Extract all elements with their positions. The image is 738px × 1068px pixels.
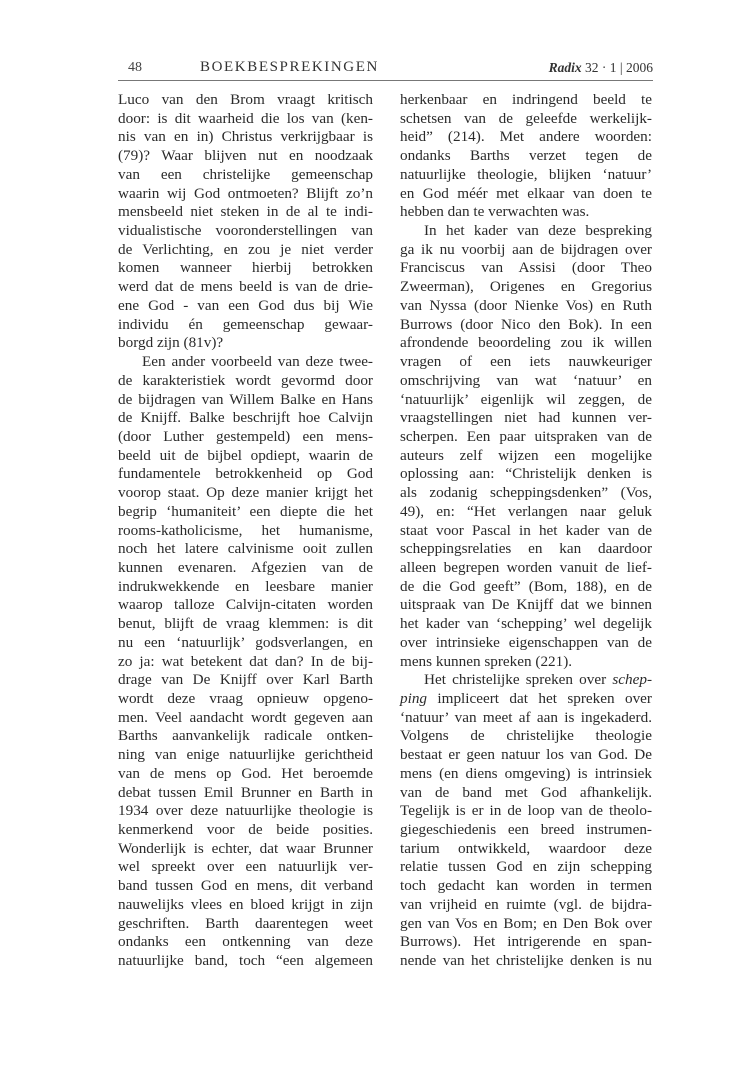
text-line: beeld uit de bijbel opdiept, waarin de [118,446,373,464]
italic-text: ping [400,690,428,707]
text-line: Een ander voorbeeld van deze twee- [142,353,373,371]
text-line: drage van De Knijff over Karl Barth [118,671,373,689]
text-line: ga ik nu voorbij aan de bijdragen over [400,240,652,258]
text-line: Burrows (door Nico den Bok). In een [400,315,652,333]
text-line: de Verlichting, en zou je niet verder [118,240,373,258]
text-line: afrondende beoordeling zou ik willen [400,334,652,352]
text-line: tarium ontwikkeld, waardoor deze [400,839,652,857]
text-line: natuurlijke theologie, blijken ‘natuur’ [400,165,652,183]
text-line: fundamentele betrokkenheid op God [118,465,373,483]
text-line: de die God geeft” (Bom, 188), en de [400,577,652,595]
text-line: van vrijheid en ruimte (vgl. de bijdra- [400,895,652,913]
text-line: gen van Vos en Bom; en Den Bok over [400,914,652,932]
text-line: kunnen evenaren. Afgezien van de [118,558,373,576]
text-line: scherpen. Een paar uitspraken van de [400,427,652,445]
text-line: nende van het christelijke denken is nu [400,952,652,970]
paragraph [118,91,373,353]
text-line: wel spreekt over een natuurlijk ver- [118,858,373,876]
text-line: mens kunnen spreken (221). [400,652,573,670]
text-line: ondanks Barths verzet tegen de [400,147,652,165]
text-line: ‘natuurlijk’ eigenlijk wil zeggen, de [400,390,652,408]
text-line: kenmerkend voor de beide posities. [118,821,373,839]
text-line: waarin wij God ontmoeten? Blijft zo’n [118,184,373,202]
text-line: mens (en diens omgeving) is intrinsiek [400,764,652,782]
text-line: herkenbaar en indringend beeld te [400,91,652,108]
text-line: Luco van den Brom vraagt kritisch [118,91,373,108]
text-line: over intrinsieke eigenschappen van de [400,633,652,651]
text-line: van een christelijke gemeenschap [118,165,373,183]
text-line: werd dat de mens beeld is van de drie- [118,278,373,296]
text-line: waarop talloze Calvijn-citaten worden [118,596,373,614]
text-line: 49), en: “Het verlangen naar geluk [400,502,652,520]
text-line: Burrows). Het intrigerende en span- [400,933,652,951]
text-line: voorop staat. Op deze manier krijgt het [118,484,373,502]
text-line: schetsen van de geleefde werkelijk- [400,109,652,127]
text-line: nis van en in) Christus verkrijgbaar is [118,128,373,146]
text-line: omschrijving van wat ‘natuur’ en [400,371,652,389]
text-line: indrukwekkende en leesbare manier [118,577,373,595]
text-line: scheppingsrelaties en kan daardoor [400,540,652,558]
text-line: mensbeeld niet steken in de al te indi- [118,203,373,221]
text-line: giegeschiedenis een breed instrumen- [400,821,652,839]
text-line: vidualistische vooronderstellingen van [118,222,373,240]
text-line: nu een ‘natuurlijk’ godsverlangen, en [118,633,373,651]
text-line: uitspraak van De Knijff dat we binnen [400,596,652,614]
text-line: Wonderlijk is echter, dat waar Brunner [118,839,373,857]
paragraph [400,671,652,971]
text-line: heid” (214). Met andere woorden: [400,128,652,146]
paragraph [118,353,373,971]
text-line: vraagstellingen niet had kunnen ver- [400,409,652,427]
text-line: ning van enige natuurlijke gerichtheid [118,746,373,764]
journal-name: Radix [548,60,582,75]
text-line: (79)? Waar blijven nut en noodzaak [118,147,373,165]
text-line: wordt deze vraag opnieuw opgeno- [118,690,373,707]
text-line: het kader van ‘schepping’ wel degelijk [400,615,652,633]
italic-text: schep- [612,671,652,689]
journal-reference [549,60,653,76]
text-line: borgd zijn (81v)? [118,334,224,352]
text-line: Tegelijk is er in de loop van de theolo- [400,802,652,820]
text-line: Volgens de christelijke theologie [400,727,652,745]
text-line: komen wanneer hierbij betrokken [118,259,373,277]
text-line: van de band met God afhankelijk. [400,783,652,801]
text-line: als zodanig scheppingsdenken” (Vos, [400,484,652,502]
paragraph [400,222,652,671]
text-line: noch het latere calvinisme ooit zullen [118,540,373,558]
text-line: individu én gemeenschap gewaar- [118,315,373,333]
text-line: de Knijff. Balke beschrijft hoe Calvijn [118,409,373,427]
text-line: band tussen God en mens, dit verband [118,877,373,895]
text-line: de karakteristiek wordt gevormd door [118,371,373,389]
running-header [118,58,653,81]
section-title: BOEKBESPREKINGEN [200,59,379,75]
text-line: staat voor Pascal in het kader van de [400,521,652,539]
text-column-right [400,91,652,971]
text-line: geschriften. Barth daarentegen weet [118,914,373,932]
text-line: vragen of een iets nauwkeuriger [400,353,652,371]
text-line: debat tussen Emil Brunner en Barth in [118,783,373,801]
text-line: In het kader van deze bespreking [424,222,652,240]
text-line: Zweerman), Origenes en Gregorius [400,278,652,296]
text-line [400,671,652,690]
text-line: nauwelijks vlees en bloed krijgt in zijn [118,895,373,913]
text-column-left [118,91,373,971]
text-line: bestaat er geen natuur los van God. De [400,746,652,764]
text-line: en God méér met elkaar van doen te [400,184,652,202]
text-line [400,690,652,709]
text-line: benut, blijft de vraag klemmen: is dit [118,615,373,633]
text-line: Franciscus van Assisi (door Theo [400,259,652,277]
text-line: 1934 over deze natuurlijke theologie is [118,802,373,820]
text-line: auteurs zelf wijzen een mogelijke [400,446,652,464]
text-line: de bijdragen van Willem Balke en Hans [118,390,373,408]
text-line: men. Veel aandacht wordt gegeven aan [118,708,373,726]
page-number: 48 [128,60,142,75]
text-line: natuurlijke band, toch “een algemeen [118,952,373,970]
text-line: zo ja: wat betekent dat dan? In de bij- [118,652,373,670]
text-line: toch gedacht kan worden in termen [400,877,652,895]
paragraph [400,91,652,222]
text-line: hebben dan te verwachten was. [400,203,590,221]
journal-issue: 32 · 1 | 2006 [585,60,653,75]
text-line: van de mens op God. Het beroemde [118,764,373,782]
text-segment: Het christelijke spreken over [424,671,613,689]
text-line: rooms-katholicisme, het humanisme, [118,521,373,539]
text-line: relatie tussen God en zijn schepping [400,858,652,876]
text-line: ene God - van een God dus bij Wie [118,296,373,314]
text-line: ‘natuur’ van meet af aan is ingekaderd. [400,708,652,726]
text-line: Barths aanvankelijk radicale ontken- [118,727,373,745]
text-line: door: is dit waarheid die los van (ken- [118,109,373,127]
text-segment: impliceert dat het spreken over [427,690,652,707]
text-line: oplossing aan: “Christelijk denken is [400,465,652,483]
text-line: (door Luther gestempeld) een mens- [118,427,373,445]
text-line: van Nyssa (door Nienke Vos) en Ruth [400,296,652,314]
text-line: alleen begrepen worden vanuit de lief- [400,558,652,576]
text-line: ondanks een ontkenning van deze [118,933,373,951]
text-line: begrip ‘humaniteit’ een diepte die het [118,502,373,520]
